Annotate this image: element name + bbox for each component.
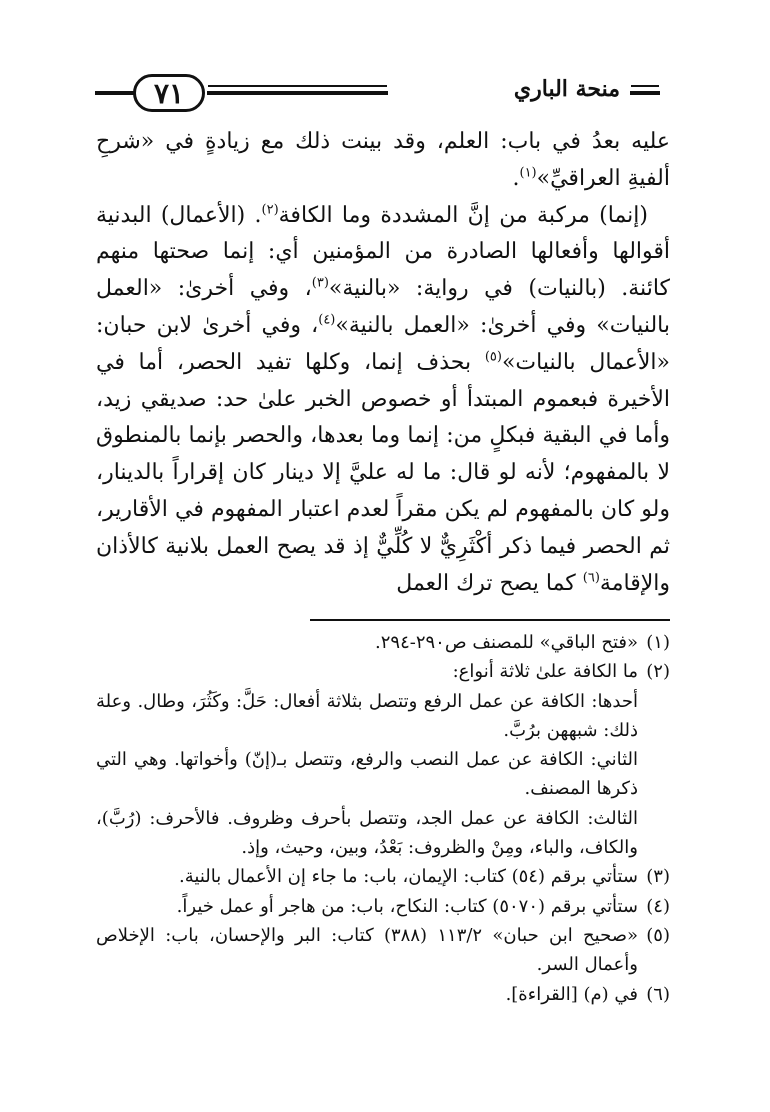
header-rule-middle (207, 91, 388, 95)
running-header (95, 72, 660, 116)
paragraph-2: (إنما) مركبة من إنَّ المشددة وما الكافة$^{(٢)}$. (الأعمال) البدنية أقوالها وأفعالها الصادرة من المؤمنين أي: إنما صحتها منهم كائنة. (بالنيات) في رواية: «بالنية»$^{(٣)}$، وفي أخرىٰ: «العمل بالنيات» وفي أخرىٰ: «العمل بالنية»$^{(٤)}$، وفي أخرىٰ لابن حبان: «الأعمال بالنيات»$^{(٥)}$ بحذف إنما، وكلها تفيد الحصر، أما في الأخيرة فبعموم المبتدأ أو خصوص الخبر علىٰ حد: صديقي زيد، وأما في البقية فبكلٍ من: إنما وما بعدها، والحصر بإنما بالمنطوق لا بالمفهوم؛ لأنه لو قال: ما له عليَّ إلا دينار كان إقراراً بالدينار، ولو كان بالمفهوم لم يكن مقراً لعدم اعتبار المفهوم في الأقارير، ثم الحصر فيما ذكر أكْثَرِيٌّ لا كُلِّيٌّ إذ قد يصح العمل بلانية كالأذان والإقامة$^{(٦)}$ كما يصح ترك العمل (96, 202, 671, 596)
paragraph-1: عليه بعدُ في باب: العلم، وقد بينت ذلك مع زيادةٍ في «شرحِ ألفيةِ العراقيِّ»$^{(١)}$. (96, 129, 670, 191)
footnotes (96, 628, 670, 1009)
page-number: ٧١ (133, 74, 205, 112)
footnote-separator (310, 619, 670, 621)
header-rule-right (630, 91, 660, 95)
running-title: منحة الباري (513, 76, 620, 102)
footnote-4: (٤) ستأتي برقم (٥٠٧٠) كتاب: النكاح، باب: من هاجر أو عمل خيراً. (176, 895, 670, 917)
footnote-1: (١) «فتح الباقي» للمصنف ص٢٩٠-٢٩٤. (375, 632, 670, 653)
footnote-ref-4[interactable]: (٤) (318, 312, 336, 328)
footnote-ref-3[interactable]: (٣) (311, 275, 329, 291)
footnote-3: (٣) ستأتي برقم (٥٤) كتاب: الإيمان، باب: ما جاء إن الأعمال بالنية. (179, 866, 670, 888)
footnote-5: (٥) «صحيح ابن حبان» ١١٣/٢ (٣٨٨) كتاب: البر والإحسان، باب: الإخلاص وأعمال السر. (96, 924, 670, 976)
footnote-6: (٦) في (م) [القراءة]. (505, 983, 670, 1005)
footnote-2-part-1: أحدها: الكافة عن عمل الرفع وتتصل بثلاثة أفعال: حَلَّ: وكَثُرَ، وطال. وعلة ذلك: شبههن برُبَّ. (96, 690, 638, 741)
footnote-2-part-3: الثالث: الكافة عن عمل الجد، وتتصل بأحرف وظروف. فالأحرف: (رُبَّ)، والكاف، والباء، ومِنْ والظروف: بَعْدُ، وبين، وحيث، وإذ. (96, 807, 638, 859)
header-rule-left (95, 91, 135, 95)
footnote-ref-6[interactable]: (٦) (582, 570, 600, 586)
footnote-2: (٢) ما الكافة علىٰ ثلاثة أنواع: (452, 661, 670, 683)
footnote-ref-1[interactable]: (١) (519, 165, 537, 181)
footnote-2-part-2: الثاني: الكافة عن عمل النصب والرفع، وتتصل بـ(إنّ) وأخواتها. وهي التي ذكرها المصنف. (96, 749, 638, 800)
main-text (96, 124, 670, 602)
footnote-ref-5[interactable]: (٥) (484, 349, 502, 365)
footnote-ref-2[interactable]: (٢) (261, 202, 279, 218)
